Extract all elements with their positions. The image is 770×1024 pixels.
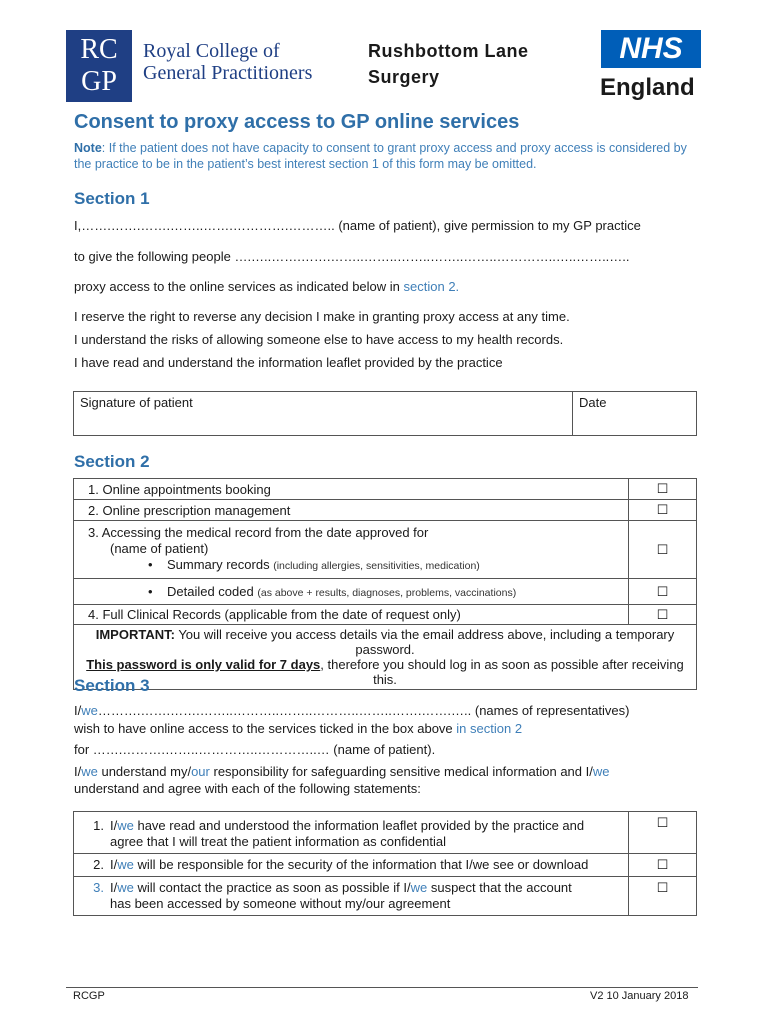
p1-prefix: I/ xyxy=(74,703,82,718)
detailed-coded-option xyxy=(74,579,629,605)
s3-text: will contact the practice as soon as possible if I/ xyxy=(133,880,411,895)
section3-line1 xyxy=(74,703,630,719)
password-validity: This password is only valid for 7 days xyxy=(86,657,321,672)
section3-line4 xyxy=(74,764,609,780)
section2-heading: Section 2 xyxy=(74,452,150,471)
bullet-icon: • xyxy=(148,584,167,599)
statement-1-checkbox[interactable]: ☐ xyxy=(629,812,697,854)
detailed-coded-checkbox[interactable]: ☐ xyxy=(629,579,697,605)
s3-we-2: we xyxy=(410,880,428,895)
section3-heading: Section 3 xyxy=(74,676,150,695)
appointments-checkbox[interactable]: ☐ xyxy=(629,479,697,500)
service-item: 4. Full Clinical Records (applicable from the date of request only) xyxy=(74,605,629,625)
signature-date-label: Date xyxy=(579,395,607,410)
note xyxy=(74,140,704,172)
s2-text: will be responsible for the security of the information that I/we see or download xyxy=(133,857,589,872)
college-name-line1: Royal College of xyxy=(143,40,280,62)
prescription-checkbox[interactable]: ☐ xyxy=(629,500,697,521)
s2-we: we xyxy=(117,857,134,872)
p4-text: understand my/ xyxy=(97,764,192,779)
note-label: Note xyxy=(74,141,102,155)
patient-signature-label: Signature of patient xyxy=(80,395,193,410)
college-name-line2: General Practitioners xyxy=(143,62,313,84)
surgery-name xyxy=(368,38,529,90)
s3-text-2: suspect that the account xyxy=(427,880,572,895)
s2-prefix: I/ xyxy=(110,857,118,872)
p4-we: we xyxy=(81,764,98,779)
patient-signature-field[interactable] xyxy=(74,392,573,436)
section3-line5: understand and agree with each of the following statements: xyxy=(74,781,421,796)
p1-text: ……….…….…….……..………..……..………..……..…….…….….. (names of representatives) xyxy=(97,703,630,718)
summary-records-checkbox[interactable]: ☐ xyxy=(629,521,697,579)
important-text: You will receive you access details via the email address above, including a temporary password. xyxy=(174,627,675,657)
summary-records-option xyxy=(88,557,622,574)
section2-reference: in section 2 xyxy=(456,721,523,736)
section3-line3: for …….……….……..…………..…………..… (name of patient). xyxy=(74,742,436,757)
p4-our: our xyxy=(191,764,210,779)
s1-prefix: I/ xyxy=(110,818,118,833)
section1-line4: I reserve the right to reverse any decision I make in granting proxy access at any time. xyxy=(74,309,570,324)
detailed-coded-label: Detailed coded xyxy=(167,584,254,599)
footer-divider xyxy=(66,987,698,988)
note-text: : If the patient does not have capacity to consent to grant proxy access and proxy access is considered by the practice to be in the patient’s best interest section 1 of this form may be omitted. xyxy=(74,141,687,171)
statement-1-text xyxy=(110,818,584,850)
statement-1-number: 1. xyxy=(93,818,104,833)
surgery-name-line2: Surgery xyxy=(368,67,440,87)
service-item: 2. Online prescription management xyxy=(74,500,629,521)
statement-3-text xyxy=(110,880,572,912)
statement-3-checkbox[interactable]: ☐ xyxy=(629,877,697,916)
section1-line1: I,…….…….…….……..…….………….……….. (name of patient), give permission to my GP practice xyxy=(74,218,641,233)
s3-text-3: has been accessed by someone without my/our agreement xyxy=(110,896,451,911)
statement-1 xyxy=(74,812,629,854)
summary-records-label: Summary records xyxy=(167,557,270,572)
statement-2 xyxy=(74,854,629,877)
p4-we-2: we xyxy=(592,764,610,779)
s1-we: we xyxy=(117,818,134,833)
footer-left: RCGP xyxy=(73,990,105,1002)
detailed-coded-note: (as above + results, diagnoses, problems, vaccinations) xyxy=(257,587,517,599)
rcgp-logo xyxy=(66,30,132,102)
statement-3 xyxy=(74,877,629,916)
signature-date-field[interactable] xyxy=(573,392,697,436)
service-item: 1. Online appointments booking xyxy=(74,479,629,500)
college-name xyxy=(143,40,312,84)
nhs-region: England xyxy=(600,74,695,101)
service-item-medical-record-text: 3. Accessing the medical record from the date approved for xyxy=(88,525,429,540)
summary-records-note: (including allergies, sensitivities, medication) xyxy=(273,560,480,572)
rcgp-logo-bottom: GP xyxy=(81,66,117,97)
p4-prefix: I/ xyxy=(74,764,82,779)
page-title: Consent to proxy access to GP online services xyxy=(74,111,520,133)
signature-table xyxy=(73,391,697,436)
service-item-medical-record-patient: (name of patient) xyxy=(110,541,209,556)
surgery-name-line1: Rushbottom Lane xyxy=(368,41,529,61)
important-tail: , therefore you should log in as soon as possible after receiving this. xyxy=(320,657,684,687)
services-table xyxy=(73,478,697,690)
statements-table xyxy=(73,811,697,916)
s1-text-2: agree that I will treat the patient information as confidential xyxy=(110,834,447,849)
nhs-logo: NHS xyxy=(601,30,701,68)
section1-line6: I have read and understand the information leaflet provided by the practice xyxy=(74,355,503,370)
bullet-icon: • xyxy=(148,557,167,572)
statement-3-number: 3. xyxy=(93,880,104,895)
section1-line3-text: proxy access to the online services as indicated below in xyxy=(74,279,404,294)
section1-line3 xyxy=(74,279,459,295)
section1-heading: Section 1 xyxy=(74,189,150,208)
section2-reference: section 2. xyxy=(403,279,460,294)
s1-text: have read and understood the information leaflet provided by the practice and xyxy=(133,818,585,833)
statement-2-checkbox[interactable]: ☐ xyxy=(629,854,697,877)
s3-we: we xyxy=(117,880,134,895)
service-item-medical-record xyxy=(74,521,629,579)
statement-2-number: 2. xyxy=(93,857,104,872)
important-notice xyxy=(74,625,697,690)
p1-we: we xyxy=(81,703,98,718)
p4-text-2: responsibility for safeguarding sensitive medical information and I/ xyxy=(209,764,593,779)
s3-prefix: I/ xyxy=(110,880,118,895)
important-label: IMPORTANT: xyxy=(95,627,175,642)
section1-line5: I understand the risks of allowing someone else to have access to my health records. xyxy=(74,332,564,347)
section3-line2 xyxy=(74,721,522,737)
rcgp-logo-top: RC xyxy=(80,34,118,65)
full-records-checkbox[interactable]: ☐ xyxy=(629,605,697,625)
section1-line2: to give the following people ….…..…….…….……..……..……..……..……..…………..…..……..….. xyxy=(74,249,630,264)
p2-text: wish to have online access to the services ticked in the box above xyxy=(74,721,457,736)
footer-version: V2 10 January 2018 xyxy=(590,990,689,1002)
